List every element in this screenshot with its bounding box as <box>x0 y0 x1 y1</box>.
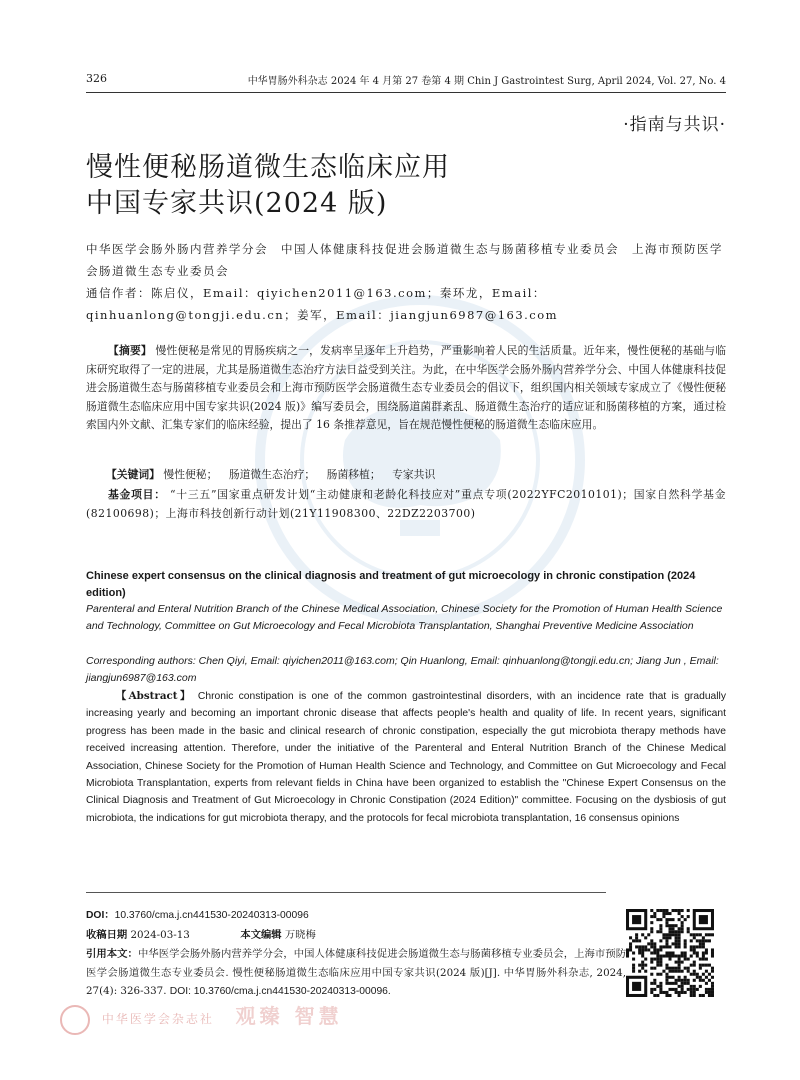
citation-label: 引用本文： <box>86 948 138 960</box>
keyword: 肠菌移植； <box>326 468 381 481</box>
dates-line <box>86 926 626 945</box>
keywords <box>106 466 726 485</box>
english-abstract-text: Chronic constipation is one of the common gastrointestinal disorders, with an incidence rate that is gradually increasing yearly and becoming an important chronic disease that affects people's health and quality of life. In recent years, significant progress has been made in the basic and clinical research of chronic constipation, especially the gut microbiota therapy methods have received increasing attention. Therefore, under the initiative of the Parenteral and Enteral Nutrition Branch of the Chinese Medical Association, Chinese Society for the Promotion of Human Health Science and Technology, and Committee on Gut Microecology and Fecal Microbiota Transplantation, experts from relevant fields in China have been organized to establish the "Chinese Expert Consensus on the Clinical Diagnosis and Treatment of Gut Microecology in Chronic Constipation (2024 Edition)" committee. Focusing on the dysbiosis of gut microbiota, the indications for gut microbiota therapy, and the protocols for fecal microbiota transplantation, 16 consensus opinions <box>86 691 726 824</box>
column-label: ·指南与共识· <box>623 115 726 135</box>
english-corresponding-authors: Corresponding authors: Chen Qiyi, Email: qiyichen2011@163.com; Qin Huanlong, Email: qinhuanlong@tongji.edu.cn; Jiang Jun , Email: jiangjun6987@163.com <box>86 655 719 684</box>
title-line-1: 慢性便秘肠道微生态临床应用 <box>86 152 450 183</box>
citation-block <box>86 945 626 1002</box>
fund-info <box>86 486 726 523</box>
english-title: Chinese expert consensus on the clinical diagnosis and treatment of gut microecology in chronic constipation (2024 edition) <box>86 570 696 599</box>
citation-text: 中华医学会肠外肠内营养学分会，中国人体健康科技促进会肠道微生态与肠菌移植专业委员会，上海市预防医学会肠道微生态专业委员会. 慢性便秘肠道微生态临床应用中国专家共识(2024 版)[J]. 中华胃肠外科杂志, 2024, 27(4): 326-337. <box>86 948 627 997</box>
abstract-label: 【摘要】 <box>108 344 152 357</box>
header-rule <box>86 92 726 93</box>
publisher-name: 中华医学会杂志社 <box>101 1012 214 1026</box>
editor-name: 万晓梅 <box>284 929 316 941</box>
journal-running-header: 中华胃肠外科杂志 2024 年 4 月第 27 卷第 4 期 Chin J Gastrointest Surg, April 2024, Vol. 27, No. 4 <box>247 76 726 87</box>
author-organizations: 中华医学会肠外肠内营养学分会 中国人体健康科技促进会肠道微生态与肠菌移植专业委员会 上海市预防医学会肠道微生态专业委员会 <box>86 242 723 278</box>
english-abstract <box>86 688 726 827</box>
doi-line <box>86 907 626 926</box>
title-line-2: 中国专家共识(2024 版) <box>86 188 388 219</box>
keyword: 肠道微生态治疗； <box>228 468 316 481</box>
abstract-text: 慢性便秘是常见的胃肠疾病之一，发病率呈逐年上升趋势，严重影响着人民的生活质量。近年来，慢性便秘的基础与临床研究取得了一定的进展，尤其是肠道微生态治疗方法日益受到关注。为此，在中华医学会肠外肠内营养学分会、中国人体健康科技促进会肠道微生态与肠菌移植专业委员会和上海市预防医学会肠道微生态专业委员会的倡议下，组织国内相关领域专家成立了《慢性便秘肠道微生态临床应用中国专家共识(2024 版)》编写委员会，围绕肠道菌群紊乱、肠道微生态治疗的适应证和肠菌移植的方案，通过检索国内外文献、汇集专家们的临床经验，提出了 16 条推荐意见，旨在规范慢性便秘的肠道微生态临床应用。 <box>86 344 727 431</box>
keywords-label: 【关键词】 <box>106 468 160 481</box>
platform-watermark: 观臻 智慧 <box>235 1004 343 1028</box>
fund-label: 基金项目： <box>108 488 166 501</box>
page-number: 326 <box>86 72 107 85</box>
qr-code-icon[interactable] <box>626 909 714 997</box>
received-label: 收稿日期 <box>86 929 128 941</box>
citation-doi[interactable]: DOI: 10.3760/cma.j.cn441530-20240313-00096. <box>169 986 391 997</box>
keyword: 慢性便秘； <box>163 468 218 481</box>
keyword: 专家共识 <box>392 468 436 481</box>
doi-label: DOI： <box>86 910 115 921</box>
corresponding-authors: 通信作者：陈启仪，Email：qiyichen2011@163.com；秦环龙，Email：qinhuanlong@tongji.edu.cn；姜军，Email：jiangjun6987@163.com <box>86 286 559 322</box>
publisher-logo <box>60 1000 343 1035</box>
editor-label: 本文编辑 <box>240 929 282 941</box>
doi-link[interactable]: 10.3760/cma.j.cn441530-20240313-00096 <box>114 910 309 921</box>
received-date: 2024-03-13 <box>130 929 190 941</box>
chinese-abstract <box>86 342 726 435</box>
english-abstract-label: 【Abstract】 <box>116 690 193 702</box>
publisher-seal-icon <box>60 1005 90 1035</box>
english-affiliations: Parenteral and Enteral Nutrition Branch of the Chinese Medical Association, Chinese Society for the Promotion of Human Health Science and Technology, Committee on Gut Microecology and Fecal Microbiota Transplantation, Shanghai Preventive Medicine Association <box>86 603 723 632</box>
footer-divider <box>86 892 606 893</box>
author-block <box>86 238 726 326</box>
fund-text: “十三五”国家重点研发计划“主动健康和老龄化科技应对”重点专项(2022YFC2010101)；国家自然科学基金(82100698)；上海市科技创新行动计划(21Y11908300、22DZ2203700) <box>86 488 726 520</box>
article-title <box>86 150 586 222</box>
